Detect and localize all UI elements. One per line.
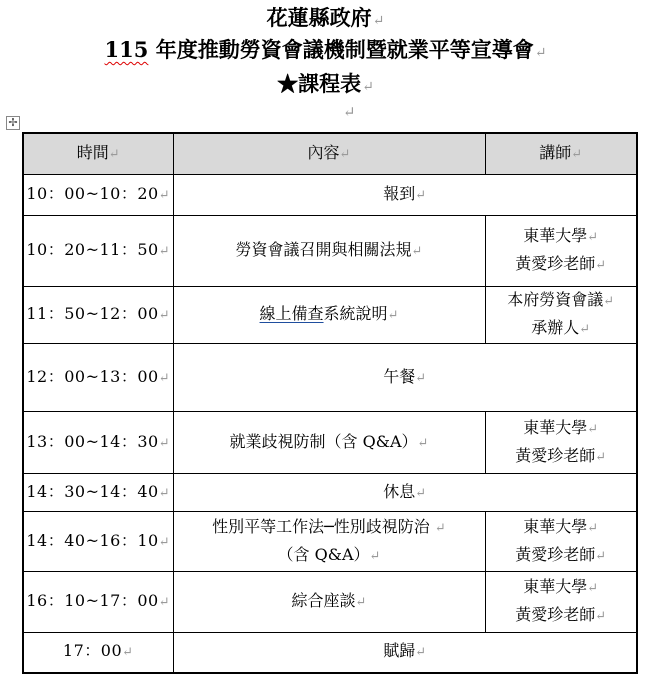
content-cell: 午餐↵ xyxy=(173,344,637,412)
underlined-text: 線上備查 xyxy=(259,304,324,323)
time-cell: 17：00↵ xyxy=(23,633,173,673)
content-cell: 性別平等工作法─性別歧視防治 ↵ （含 Q&A）↵ xyxy=(173,512,485,572)
time-cell: 14：40~16：10↵ xyxy=(23,512,173,572)
time-cell: 12：00~13：00↵ xyxy=(23,344,173,412)
title-event-year: 115 xyxy=(104,37,149,62)
content-cell: 勞資會議召開與相關法規↵ xyxy=(173,216,485,287)
title-county-text: 花蓮縣政府 xyxy=(266,5,372,30)
table-row xyxy=(23,412,637,474)
paragraph-mark: ↵ xyxy=(343,103,356,121)
title-schedule xyxy=(0,68,651,98)
content-cell: 就業歧視防制（含 Q&A）↵ xyxy=(173,412,485,474)
paragraph-mark: ↵ xyxy=(534,45,547,61)
speaker-cell: 東華大學↵ 黃愛珍老師↵ xyxy=(485,572,637,633)
column-header-content: 內容↵ xyxy=(173,133,485,175)
table-move-handle-icon[interactable]: ✢ xyxy=(6,116,20,130)
title-event-text: 年度推動勞資會議機制暨就業平等宣導會 xyxy=(148,37,534,62)
speaker-cell: 東華大學↵ 黃愛珍老師↵ xyxy=(485,216,637,287)
time-cell: 16：10~17：00↵ xyxy=(23,572,173,633)
content-cell: 休息↵ xyxy=(173,474,637,512)
schedule-table xyxy=(22,132,638,674)
table-row xyxy=(23,216,637,287)
table-row xyxy=(23,512,637,572)
table-row xyxy=(23,344,637,412)
title-schedule-text: ★課程表 xyxy=(277,71,362,96)
column-header-speaker: 講師↵ xyxy=(485,133,637,175)
time-cell: 10：00~10：20↵ xyxy=(23,175,173,216)
paragraph-mark: ↵ xyxy=(372,13,385,29)
time-cell: 13：00~14：30↵ xyxy=(23,412,173,474)
table-row xyxy=(23,572,637,633)
content-cell: 線上備查系統說明↵ xyxy=(173,287,485,344)
title-county xyxy=(0,2,651,32)
content-cell: 綜合座談↵ xyxy=(173,572,485,633)
table-row xyxy=(23,287,637,344)
time-cell: 10：20~11：50↵ xyxy=(23,216,173,287)
time-cell: 14：30~14：40↵ xyxy=(23,474,173,512)
table-row xyxy=(23,175,637,216)
content-cell: 賦歸↵ xyxy=(173,633,637,673)
content-cell: 報到↵ xyxy=(173,175,637,216)
speaker-cell: 東華大學↵ 黃愛珍老師↵ xyxy=(485,512,637,572)
speaker-cell: 本府勞資會議↵ 承辦人↵ xyxy=(485,287,637,344)
title-event xyxy=(0,34,651,64)
paragraph-mark: ↵ xyxy=(362,79,374,95)
table-row xyxy=(23,474,637,512)
speaker-cell: 東華大學↵ 黃愛珍老師↵ xyxy=(485,412,637,474)
table-header-row xyxy=(23,133,637,175)
table-row xyxy=(23,633,637,673)
time-cell: 11：50~12：00↵ xyxy=(23,287,173,344)
column-header-time: 時間↵ xyxy=(23,133,173,175)
